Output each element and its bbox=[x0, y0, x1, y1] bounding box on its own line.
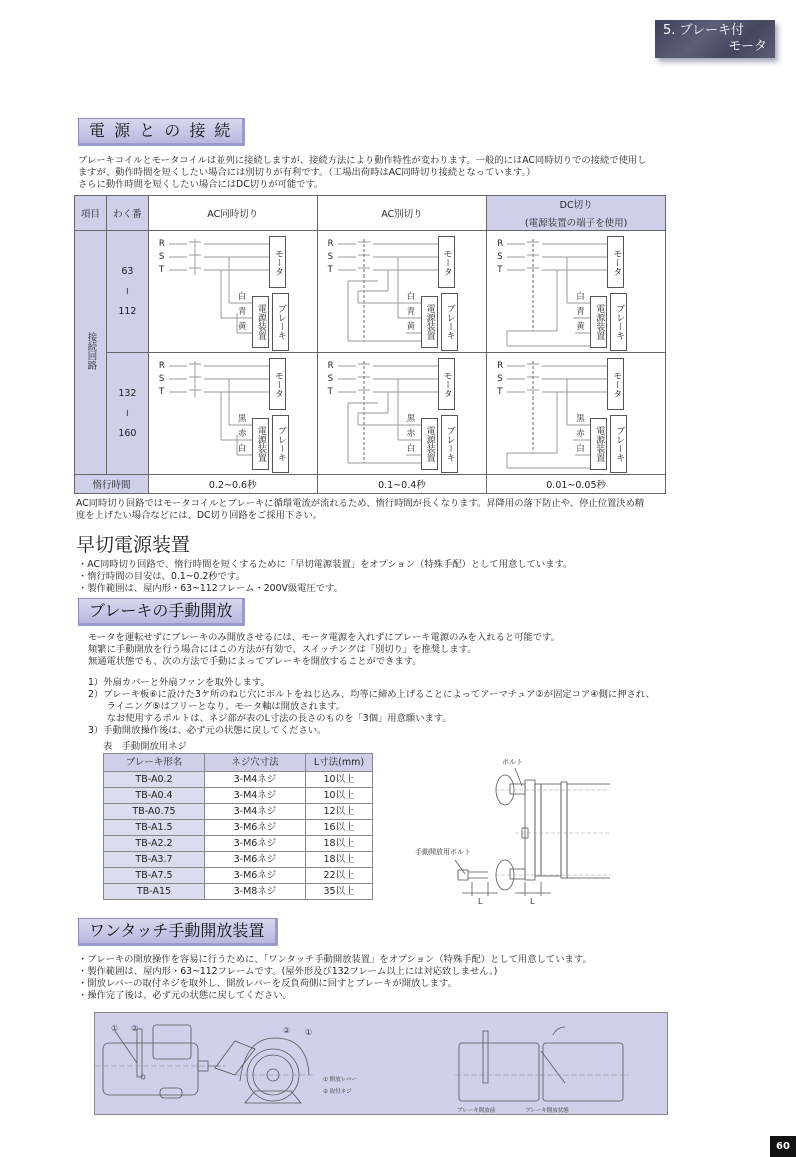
connection-table bbox=[74, 195, 666, 494]
time-value: 0.1~0.4秒 bbox=[317, 475, 487, 494]
circuit-ac-simultaneous bbox=[148, 231, 317, 353]
wire-color-label: 白 bbox=[406, 292, 416, 302]
col-header: ブレーキ形名 bbox=[104, 754, 205, 772]
mark-1: ① bbox=[111, 1024, 119, 1033]
power-unit-box: 電源装置 bbox=[421, 296, 438, 348]
table-cell: TB-A1.5 bbox=[104, 820, 205, 836]
phase-label: S bbox=[158, 252, 165, 262]
label-after-release: ブレーキ開放状態 bbox=[525, 1108, 569, 1114]
table-cell: TB-A0.75 bbox=[104, 804, 205, 820]
table-cell: 3-M4ネジ bbox=[205, 804, 306, 820]
text-line: ブレーキコイルとモータコイルは並列に接続しますが、接続方法により動作特性が変わります。一般的にはAC同時切りでの接続で使用し bbox=[78, 155, 647, 166]
table-cell: 16以上 bbox=[306, 820, 373, 836]
frame-from: 132 bbox=[118, 387, 137, 399]
section2-steps bbox=[88, 677, 655, 737]
dim-l-label: L bbox=[478, 897, 483, 906]
text-line: AC同時切り回路ではモータコイルとブレーキに循環電流が流れるため、惰行時間が長くなります。昇降用の落下防止や、停止位置決め精 bbox=[76, 498, 645, 509]
legend-release-lever: ① 開放レバー bbox=[323, 1077, 357, 1083]
step: 3）手動開放操作後は、必ず元の状態に戻してください。 bbox=[88, 725, 327, 736]
table-row bbox=[104, 804, 373, 820]
table-cell: 10以上 bbox=[306, 788, 373, 804]
col-header: わく番 bbox=[106, 196, 148, 231]
table-cell: 3-M8ネジ bbox=[205, 884, 306, 900]
phase-label: T bbox=[158, 265, 165, 275]
circuit-ac-separate bbox=[317, 231, 487, 353]
quick-bullets bbox=[78, 559, 572, 595]
circuit-dc bbox=[487, 353, 666, 475]
phase-label: R bbox=[327, 239, 334, 249]
frame-sep: ≀ bbox=[125, 407, 130, 419]
frame-cell bbox=[106, 231, 148, 353]
circuit-wiring bbox=[318, 231, 488, 353]
bullet: ・製作範囲は、屋内形・63~112フレーム・200V級電圧です。 bbox=[78, 583, 343, 594]
wire-color-label: 白 bbox=[237, 292, 247, 302]
phase-label: S bbox=[158, 374, 165, 384]
bolt-label: ボルト bbox=[502, 758, 523, 766]
mark-2: ② bbox=[283, 1026, 291, 1035]
section-title-one-touch-release: ワンタッチ手動開放装置 bbox=[78, 918, 278, 946]
dim-l-label: L bbox=[530, 897, 535, 906]
section-title-power-connection: 電 源 と の 接 続 bbox=[78, 118, 245, 146]
table-cell: TB-A0.2 bbox=[104, 772, 205, 788]
table-cell: 3-M6ネジ bbox=[205, 836, 306, 852]
phase-label: S bbox=[497, 374, 503, 384]
section1-note bbox=[76, 498, 644, 522]
table-cell: 18以上 bbox=[306, 852, 373, 868]
section1-intro bbox=[78, 155, 646, 191]
wire-color-label: 黄 bbox=[237, 322, 247, 332]
phase-label: T bbox=[497, 387, 503, 397]
manual-release-screw-table bbox=[103, 753, 373, 900]
motor-box: モータ bbox=[607, 236, 624, 288]
motor-box: モータ bbox=[607, 358, 624, 410]
label-before-release: ブレーキ開放前 bbox=[457, 1108, 496, 1114]
bullet: ・惰行時間の目安は、0.1~0.2秒です。 bbox=[78, 571, 245, 582]
phase-label: S bbox=[497, 252, 503, 262]
table-cell: 3-M6ネジ bbox=[205, 852, 306, 868]
time-label: 惰行時間 bbox=[75, 475, 149, 494]
wire-color-label: 黒 bbox=[237, 414, 247, 424]
wire-color-label: 赤 bbox=[576, 429, 585, 439]
phase-label: R bbox=[158, 239, 165, 249]
mark-1: ① bbox=[305, 1028, 313, 1037]
one-touch-figure bbox=[95, 1013, 669, 1116]
wire-color-label: 白 bbox=[576, 292, 585, 302]
wire-color-label: 黄 bbox=[406, 322, 416, 332]
table-row bbox=[104, 788, 373, 804]
col-header: 項目 bbox=[75, 196, 107, 231]
table-cell: 3-M6ネジ bbox=[205, 868, 306, 884]
phase-label: T bbox=[497, 265, 503, 275]
phase-label: R bbox=[497, 239, 504, 249]
row-label-circuit bbox=[75, 231, 107, 475]
wire-color-label: 青 bbox=[576, 307, 585, 317]
manual-bolt-label: 手動開放用ボルト bbox=[415, 848, 471, 856]
one-touch-figure-box bbox=[94, 1012, 668, 1115]
phase-label: R bbox=[158, 361, 165, 371]
mark-2: ② bbox=[131, 1024, 139, 1033]
bullet: ・ブレーキの開放操作を容易に行うために、「ワンタッチ手動開放装置」をオプション（特殊手配）として用意しています。 bbox=[78, 954, 592, 965]
section2-intro bbox=[88, 632, 560, 668]
frame-to: 160 bbox=[118, 427, 137, 439]
step: なお使用するボルトは、ネジ部が表のL寸法の長さのものを「3個」用意願います。 bbox=[88, 713, 452, 724]
table-row bbox=[104, 884, 373, 900]
text-line: 頻繁に手動開放を行う場合にはこの方法が有効で、スイッチングは「別切り」を推奨します。 bbox=[88, 644, 477, 655]
wire-color-label: 黄 bbox=[576, 322, 585, 332]
phase-label: S bbox=[327, 374, 333, 384]
bullet: ・開放レバーの取付ネジを取外し、開放レバーを反負荷側に回すとブレーキが開放します。 bbox=[78, 978, 457, 989]
circuit-wiring bbox=[149, 353, 319, 475]
phase-label: T bbox=[327, 387, 333, 397]
col-header: ネジ穴寸法 bbox=[205, 754, 306, 772]
chapter-title: 5. ブレーキ付 bbox=[663, 23, 745, 38]
table-cell: 12以上 bbox=[306, 804, 373, 820]
brake-box: ブレーキ bbox=[441, 293, 458, 351]
circuit-wiring bbox=[487, 353, 657, 475]
text-line: モータを運転せずにブレーキのみ開放させるには、モータ電源を入れずにブレーキ電源のみを入れると可能です。 bbox=[88, 632, 560, 643]
wire-color-label: 青 bbox=[237, 307, 247, 317]
col-header-dc bbox=[487, 196, 666, 231]
table-cell: 35以上 bbox=[306, 884, 373, 900]
table-cell: 10以上 bbox=[306, 772, 373, 788]
col-header: L寸法(mm) bbox=[306, 754, 373, 772]
table-row bbox=[104, 836, 373, 852]
motor-box: モータ bbox=[438, 358, 455, 410]
table-cell: TB-A3.7 bbox=[104, 852, 205, 868]
motor-box: モータ bbox=[438, 236, 455, 288]
manual-release-bolt-figure bbox=[410, 748, 610, 913]
power-unit-box: 電源装置 bbox=[421, 418, 438, 470]
brake-box: ブレーキ bbox=[272, 415, 289, 473]
quick-power-title: 早切電源装置 bbox=[76, 534, 191, 556]
text-line: ますが、動作時間を短くしたい場合には別切りが有利です。（工場出荷時はAC同時切り接続となっています。） bbox=[78, 167, 536, 178]
circuit-wiring bbox=[487, 231, 657, 353]
wire-color-label: 白 bbox=[406, 444, 416, 454]
text-line: さらに動作時間を短くしたい場合にはDC切りが可能です。 bbox=[78, 179, 324, 190]
brake-box: ブレーキ bbox=[610, 415, 627, 473]
table-cell: TB-A0.4 bbox=[104, 788, 205, 804]
frame-from: 63 bbox=[121, 265, 134, 277]
wire-color-label: 青 bbox=[406, 307, 416, 317]
col-header: AC同時切り bbox=[148, 196, 317, 231]
table-cell: 3-M4ネジ bbox=[205, 772, 306, 788]
table-cell: 22以上 bbox=[306, 868, 373, 884]
table-row bbox=[104, 852, 373, 868]
step: 1）外扇カバーと外扇ファンを取外します。 bbox=[88, 677, 270, 688]
wire-color-label: 黒 bbox=[406, 414, 416, 424]
table-caption: 表 手動開放用ネジ bbox=[103, 741, 187, 752]
wire-color-label: 白 bbox=[237, 444, 247, 454]
step: ライニング⑤はフリーとなり、モータ軸は開放されます。 bbox=[88, 701, 346, 712]
table-row bbox=[104, 820, 373, 836]
table-row bbox=[104, 772, 373, 788]
brake-box: ブレーキ bbox=[610, 293, 627, 351]
col-header-label: DC切り bbox=[559, 200, 593, 211]
step: 2）ブレーキ板⑥に設けた3ケ所のねじ穴にボルトをねじ込み、均等に締め上げることによってアーマチュア②が固定コア④側に押され、 bbox=[88, 689, 655, 700]
section3-bullets bbox=[78, 954, 592, 1002]
table-cell: TB-A7.5 bbox=[104, 868, 205, 884]
circuit-dc bbox=[487, 231, 666, 353]
chapter-subtitle: モータ bbox=[728, 39, 767, 54]
phase-label: S bbox=[327, 252, 333, 262]
wire-color-label: 白 bbox=[576, 444, 585, 454]
bullet: ・製作範囲は、屋内形・63~112フレームです。(屋外形及び132フレーム以上には対応致しません。) bbox=[78, 966, 498, 977]
time-value: 0.01~0.05秒 bbox=[487, 475, 666, 494]
wire-color-label: 赤 bbox=[406, 429, 416, 439]
phase-label: R bbox=[327, 361, 334, 371]
wire-color-label: 黒 bbox=[576, 414, 585, 424]
table-cell: TB-A15 bbox=[104, 884, 205, 900]
col-header: AC別切り bbox=[317, 196, 487, 231]
table-cell: 3-M4ネジ bbox=[205, 788, 306, 804]
col-header-sub: (電源装置の端子を使用) bbox=[524, 218, 628, 229]
power-unit-box: 電源装置 bbox=[252, 296, 269, 348]
frame-sep: ≀ bbox=[125, 285, 130, 297]
brake-box: ブレーキ bbox=[272, 293, 289, 351]
table-cell: 18以上 bbox=[306, 836, 373, 852]
chapter-badge bbox=[655, 20, 775, 58]
frame-cell bbox=[106, 353, 148, 475]
circuit-ac-separate bbox=[317, 353, 487, 475]
time-value: 0.2~0.6秒 bbox=[148, 475, 317, 494]
table-cell: 3-M6ネジ bbox=[205, 820, 306, 836]
motor-box: モータ bbox=[269, 236, 286, 288]
wire-color-label: 赤 bbox=[237, 429, 247, 439]
power-unit-box: 電源装置 bbox=[590, 418, 607, 470]
frame-to: 112 bbox=[118, 305, 137, 317]
power-unit-box: 電源装置 bbox=[252, 418, 269, 470]
brake-box: ブレーキ bbox=[441, 415, 458, 473]
power-unit-box: 電源装置 bbox=[590, 296, 607, 348]
legend-mount-screw: ② 取付ネジ bbox=[323, 1089, 352, 1095]
text-line: 無通電状態でも、次の方法で手動によってブレーキを開放することができます。 bbox=[88, 656, 422, 667]
row-label: 接続回路 bbox=[85, 332, 97, 370]
phase-label: T bbox=[327, 265, 333, 275]
table-row bbox=[104, 868, 373, 884]
circuit-wiring bbox=[318, 353, 488, 475]
circuit-ac-simultaneous bbox=[148, 353, 317, 475]
bullet: ・操作完了後は、必ず元の状態に戻してください。 bbox=[78, 990, 292, 1001]
bullet: ・AC同時切り回路で、惰行時間を短くするために「早切電源装置」をオプション（特殊手配）として用意しています。 bbox=[78, 559, 573, 570]
text-line: 度を上げたい場合などには、DC切り回路をご採用下さい。 bbox=[76, 510, 323, 521]
table-cell: TB-A2.2 bbox=[104, 836, 205, 852]
page-number: 60 bbox=[770, 1136, 796, 1157]
phase-label: R bbox=[497, 361, 504, 371]
phase-label: T bbox=[158, 387, 165, 397]
circuit-wiring bbox=[149, 231, 319, 353]
section-title-manual-release: ブレーキの手動開放 bbox=[78, 598, 245, 626]
motor-box: モータ bbox=[269, 358, 286, 410]
